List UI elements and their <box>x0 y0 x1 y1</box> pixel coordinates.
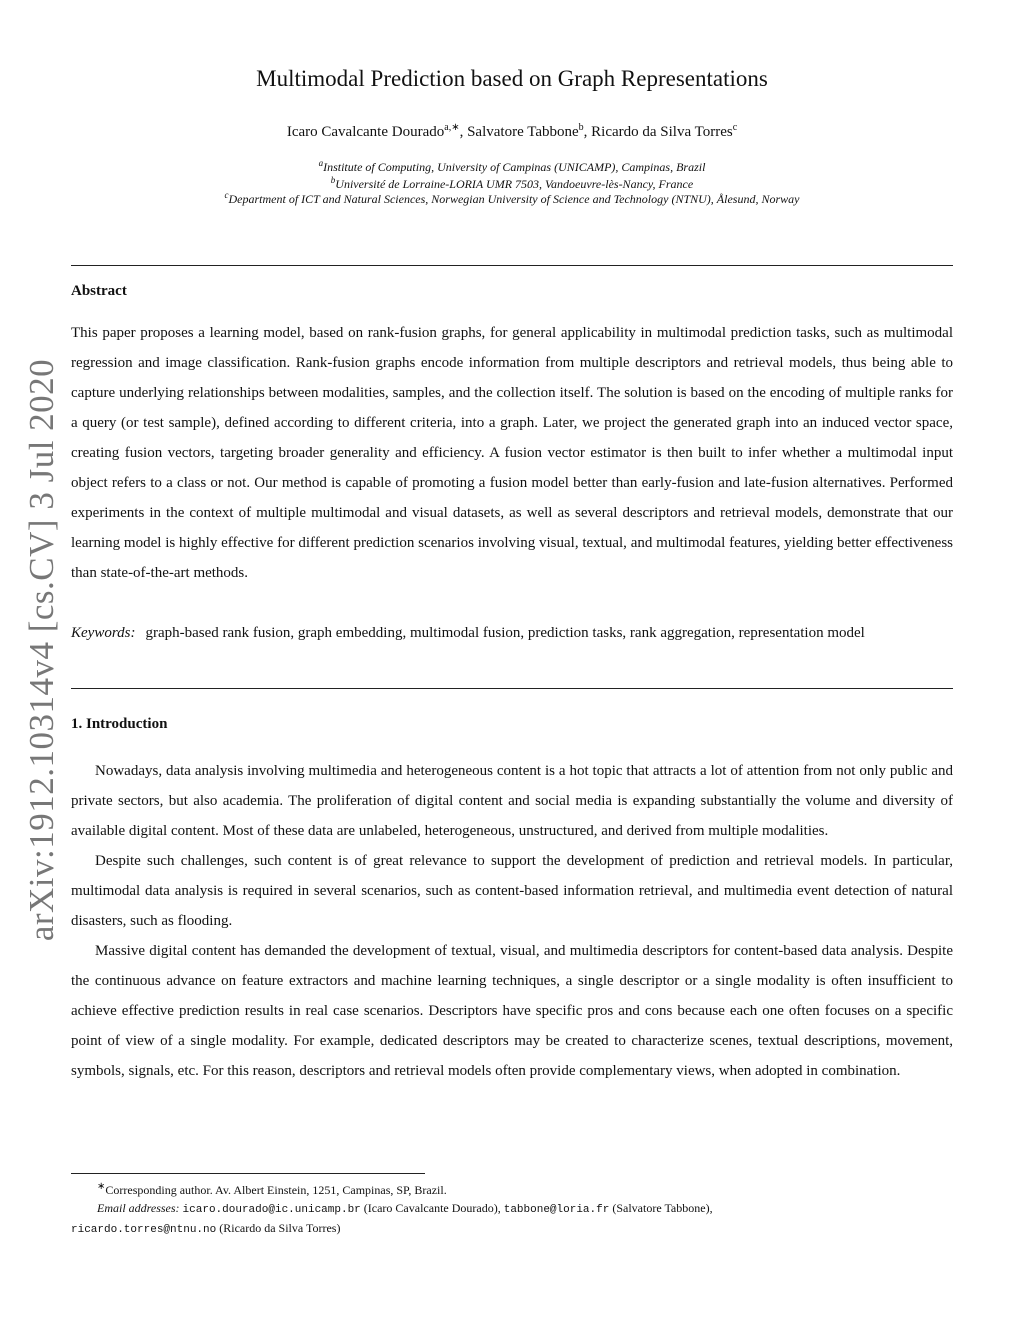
corresponding-author-text: Corresponding author. Av. Albert Einstein, 1251, Campinas, SP, Brazil. <box>105 1183 447 1197</box>
paragraph: Nowadays, data analysis involving multimedia and heterogeneous content is a hot topic that attracts a lot of attention from not only public and private sectors, but also academia. The proliferation of digital content and social media is expanding substantially the volume and diversity of available digital content. Most of these data are unlabeled, heterogeneous, unstructured, and derived from multiple modalities. <box>71 763 953 839</box>
email-link[interactable]: icaro.dourado@ic.unicamp.br <box>182 1204 361 1216</box>
affiliation-line <box>0 190 1024 207</box>
abstract-text: This paper proposes a learning model, based on rank-fusion graphs, for general applicability in multimodal prediction tasks, such as multimodal regression and image classification. Rank-fusion graphs encode information from multiple descriptors and retrieval models, thus being able to capture underlying relationships between modalities, samples, and the collection itself. The solution is based on the encoding of multiple ranks for a query (or test sample), defined according to different criteria, into a graph. Later, we project the generated graph into an induced vector space, creating fusion vectors, targeting broader generality and efficiency. A fusion vector estimator is then built to infer whether a multimodal input object refers to a class or not. Our method is capable of promoting a fusion model better than early-fusion and late-fusion alternatives. Performed experiments in the context of multiple multimodal and visual datasets, as well as several descriptors and retrieval models, demonstrate that our learning model is highly effective for different prediction scenarios involving visual, textual, and multimodal features, yielding better effectiveness than state-of-the-art methods. <box>71 325 953 581</box>
keywords-text: graph-based rank fusion, graph embedding, multimodal fusion, prediction tasks, rank aggregation, representation model <box>145 625 865 641</box>
paragraph: Despite such challenges, such content is of great relevance to support the development of prediction and retrieval models. In particular, multimodal data analysis is required in several scenarios, such as content-based information retrieval, and multimedia event detection of natural disasters, such as flooding. <box>71 853 953 929</box>
affiliation-mark: b <box>330 175 336 185</box>
affiliation-mark: a <box>318 158 324 168</box>
email-label: Email addresses: <box>97 1201 180 1215</box>
affiliation-text: Université de Lorraine-LORIA UMR 7503, Vandoeuvre-lès-Nancy, France <box>335 177 694 191</box>
author-affiliation-mark: b <box>578 122 584 133</box>
corresponding-author-note <box>71 1178 953 1199</box>
author-name: Icaro Cavalcante Dourado <box>286 124 445 140</box>
email-addresses-line <box>71 1219 953 1239</box>
author-affiliation-mark: a,∗ <box>444 122 460 133</box>
affiliation-line <box>0 158 1024 175</box>
author-list: Icaro Cavalcante Dourado$^{a,∗}$, Salvatore Tabbone$^b$, Ricardo da Silva Torres$^c$ <box>286 122 738 140</box>
email-link[interactable]: tabbone@loria.fr <box>503 1204 610 1216</box>
abstract-divider <box>71 688 953 689</box>
affiliation-text: Institute of Computing, University of Campinas (UNICAMP), Campinas, Brazil <box>323 160 706 174</box>
footnote-divider <box>71 1173 425 1174</box>
email-link[interactable]: ricardo.torres@ntnu.no <box>71 1224 217 1236</box>
keywords-block <box>71 618 953 648</box>
footnotes <box>71 1178 953 1239</box>
introduction-body <box>71 756 953 1086</box>
author-name: Ricardo da Silva Torres <box>591 124 733 140</box>
author-affiliation-mark: c <box>732 122 738 133</box>
email-addresses-line <box>71 1199 953 1219</box>
affiliation-text: Department of ICT and Natural Sciences, Norwegian University of Science and Technology (NTNU), Ålesund, Norway <box>228 192 800 206</box>
email-owner: (Ricardo da Silva Torres) <box>219 1221 341 1235</box>
email-owner: (Salvatore Tabbone), <box>612 1201 713 1215</box>
paragraph: Massive digital content has demanded the development of textual, visual, and multimedia descriptors for content-based data analysis. Despite the continuous advance on feature extractors and machine learning techniques, a single descriptor or a single modality is often insufficient to achieve effective prediction results in real case scenarios. Descriptors have specific pros and cons because each one often focuses on a specific point of view of a single modality. For example, dedicated descriptors may be created to characterize scenes, textual descriptions, movement, symbols, signals, etc. For this reason, descriptors and retrieval models often provide complementary views, when adopted in combination. <box>71 943 953 1079</box>
abstract-heading: Abstract <box>71 283 127 299</box>
section-heading-introduction: 1. Introduction <box>71 716 168 732</box>
author-name: Salvatore Tabbone <box>467 124 579 140</box>
top-divider <box>71 265 953 266</box>
paper-title: Multimodal Prediction based on Graph Representations <box>256 66 768 91</box>
keywords-label: Keywords: <box>71 625 136 641</box>
footnote-mark: ∗ <box>97 1181 106 1192</box>
arxiv-identifier: arXiv:1912.10314v4 [cs.CV] 3 Jul 2020 <box>22 358 61 942</box>
affiliation-mark: c <box>224 190 229 200</box>
email-owner: (Icaro Cavalcante Dourado), <box>363 1201 501 1215</box>
arxiv-side-stamp <box>16 358 68 942</box>
